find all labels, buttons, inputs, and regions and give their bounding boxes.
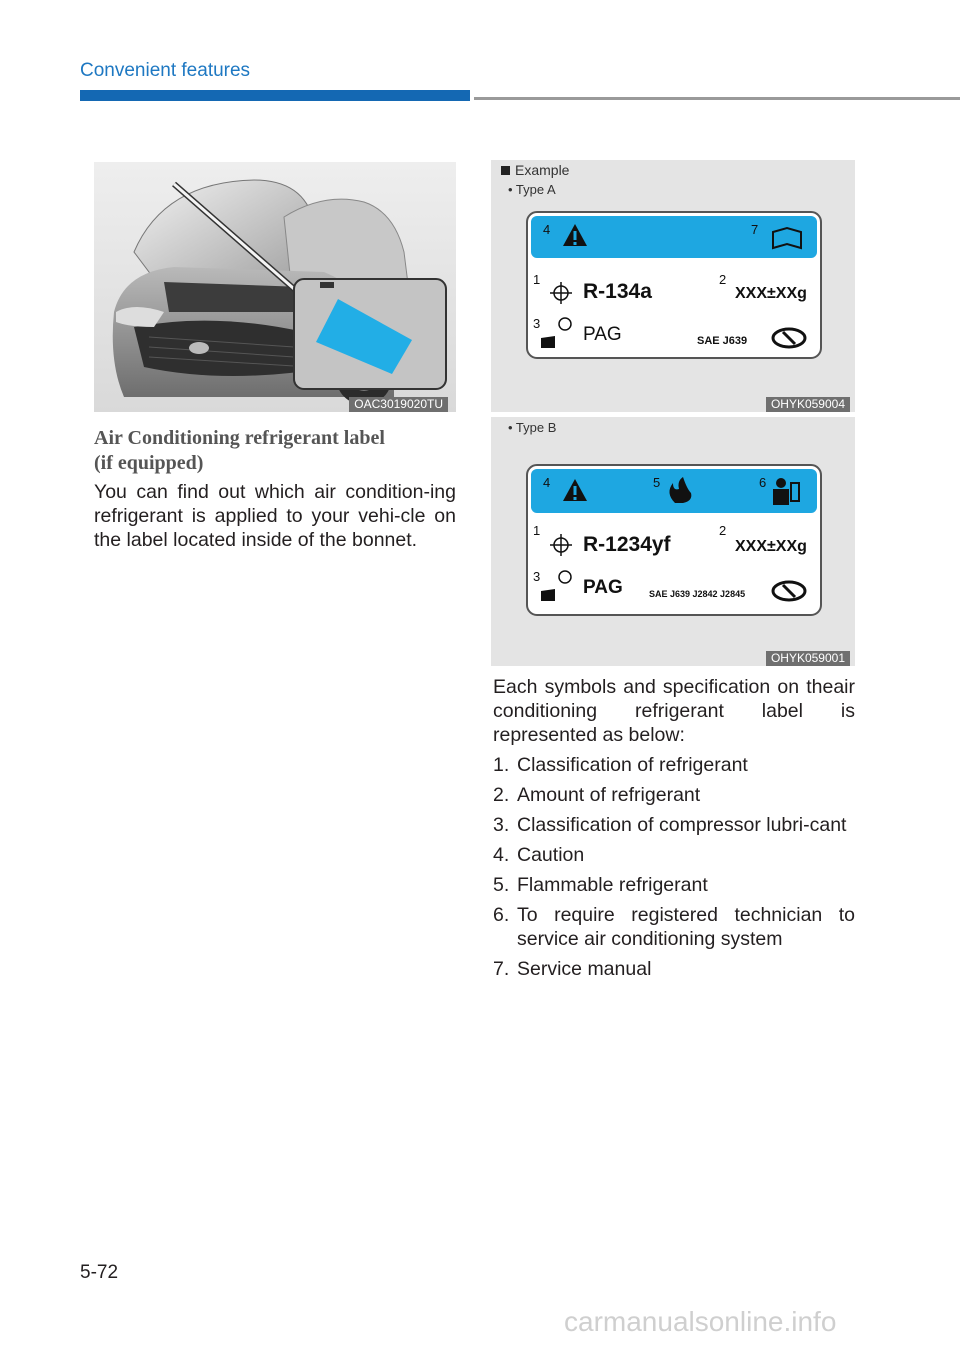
section-title: Convenient features: [80, 60, 251, 81]
type-a-code: OHYK059004: [766, 397, 850, 412]
type-b-refrigerant: R-1234yf: [583, 533, 671, 556]
type-b-label-diagram: [491, 417, 855, 666]
legend-list: [493, 753, 855, 981]
list-item-number: 7.: [493, 958, 510, 980]
callout-7: 7: [751, 222, 759, 237]
type-b-amount: XXX±XXg: [735, 538, 807, 555]
type-b-lubricant: PAG: [583, 577, 623, 598]
callout-4: 4: [543, 475, 551, 490]
type-b-label: • Type B: [508, 420, 557, 435]
type-a-lubricant: PAG: [583, 324, 622, 345]
heading-line-2: (if equipped): [94, 452, 204, 474]
list-item-text: Classification of compressor lubri-cant: [517, 814, 847, 836]
page-number: 5-72: [80, 1262, 119, 1283]
heading-line-1: Air Conditioning refrigerant label: [94, 427, 385, 449]
list-item-number: 3.: [493, 814, 510, 836]
watermark: carmanualsonline.info: [564, 1306, 837, 1337]
type-b-code: OHYK059001: [766, 651, 850, 666]
callout-5: 5: [653, 475, 661, 490]
example-label: Example: [515, 162, 570, 178]
list-item-text: Classification of refrigerant: [517, 754, 748, 776]
list-item: [493, 753, 855, 777]
list-item-number: 5.: [493, 874, 510, 896]
body-paragraph: You can find out which air condition-ing refrigerant is applied to your vehi-cle on the label located inside of the bonnet.: [94, 481, 456, 551]
list-item-number: 1.: [493, 754, 510, 776]
list-item: [493, 843, 855, 867]
callout-2: 2: [719, 272, 727, 287]
callout-1: 1: [533, 272, 541, 287]
list-item-number: 2.: [493, 784, 510, 806]
type-a-label-diagram: [491, 160, 855, 412]
car-bonnet-photo: [94, 162, 456, 412]
list-item: [493, 783, 855, 807]
type-a-label: • Type A: [508, 182, 556, 197]
callout-4: 4: [543, 222, 551, 237]
list-item-text: Flammable refrigerant: [517, 874, 708, 896]
callout-2: 2: [719, 523, 727, 538]
label-panel-type-b: [491, 417, 855, 666]
callout-3: 3: [533, 316, 541, 331]
list-item-text: Amount of refrigerant: [517, 784, 701, 806]
list-item-number: 4.: [493, 844, 510, 866]
type-a-amount: XXX±XXg: [735, 285, 807, 302]
header-rule-gray: [474, 97, 960, 100]
photo-code: OAC3019020TU: [349, 397, 448, 412]
callout-3: 3: [533, 569, 541, 584]
legend-intro: Each symbols and specification on theair conditioning refrigerant label is represented as below:: [493, 676, 855, 746]
header-rule-blue: [80, 90, 470, 101]
list-item: [493, 957, 855, 981]
type-a-refrigerant: R-134a: [583, 280, 652, 303]
list-item: [493, 903, 855, 951]
symbol-legend: [493, 675, 855, 981]
list-item-text: Caution: [517, 844, 585, 866]
list-item-text: To require registered technician to service air conditioning system: [517, 904, 855, 950]
car-illustration: [94, 162, 456, 412]
list-item-number: 6.: [493, 904, 510, 926]
list-item-text: Service manual: [517, 958, 652, 980]
list-item: [493, 873, 855, 897]
type-b-standard: SAE J639 J2842 J2845: [649, 589, 746, 599]
type-a-standard: SAE J639: [697, 335, 748, 347]
callout-1: 1: [533, 523, 541, 538]
list-item: [493, 813, 855, 837]
label-panel-type-a: [491, 160, 855, 412]
section-heading: [94, 426, 464, 476]
callout-6: 6: [759, 475, 767, 490]
